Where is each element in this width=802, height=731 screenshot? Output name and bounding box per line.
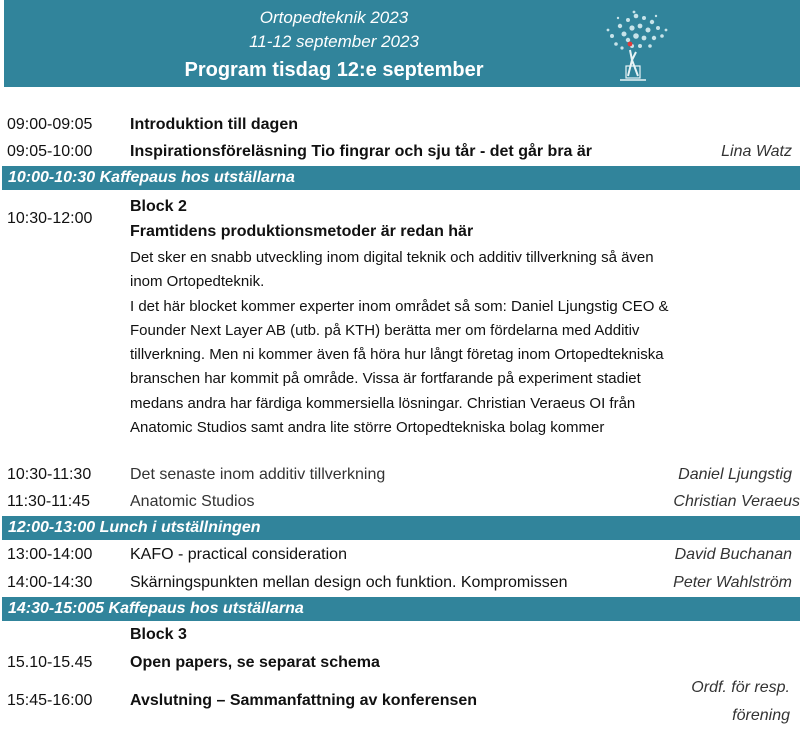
row-title: Anatomic Studios bbox=[130, 493, 255, 510]
block-label: Block 2 bbox=[130, 198, 187, 215]
row-title: Inspirationsföreläsning Tio fingrar och sju tår - det går bra är bbox=[130, 143, 593, 160]
row-speaker: förening bbox=[732, 707, 790, 724]
row-speaker: David Buchanan bbox=[674, 546, 792, 563]
row-time: 15:45-16:00 bbox=[7, 692, 93, 709]
description-paragraph: I det här blocket kommer experter inom området så som: Daniel Ljungstig CEO & Founder Next Layer AB (utb. på KTH) berätta mer om fördelarna med Additiv tillverkning. Men ni kommer även få höra hur långt företag inom Ortopedtekniska branschen har kommit på område. Vissa är fortfarande på experiment stadiet medans andra har färdiga kommersiella lösningar. Christian Veraeus OI från Anatomic Studios samt andra lite större Ortopedtekniska bolag kommer bbox=[130, 297, 669, 437]
row-title: Introduktion till dagen bbox=[130, 116, 298, 133]
row-time: 09:00-09:05 bbox=[7, 116, 93, 133]
row-speaker: Christian Veraeus bbox=[673, 493, 800, 510]
row-speaker: Peter Wahlström bbox=[673, 574, 792, 591]
block-description bbox=[130, 246, 670, 440]
row-title: Open papers, se separat schema bbox=[130, 654, 380, 671]
break-band: 10:00-10:30 Kaffepaus hos utställarna bbox=[2, 166, 800, 190]
conference-name: Ortopedteknik 2023 bbox=[259, 8, 409, 27]
row-time: 10:30-11:30 bbox=[7, 466, 92, 483]
row-time: 11:30-11:45 bbox=[7, 493, 91, 510]
row-title: KAFO - practical consideration bbox=[130, 546, 347, 563]
row-speaker: Ordf. för resp. bbox=[691, 679, 790, 696]
row-speaker: Daniel Ljungstig bbox=[678, 466, 792, 483]
row-speaker: Lina Watz bbox=[721, 143, 792, 160]
row-time: 09:05-10:00 bbox=[7, 143, 93, 160]
row-title: Avslutning – Sammanfattning av konferensen bbox=[130, 692, 478, 709]
block-title: Framtidens produktionsmetoder är redan här bbox=[130, 223, 474, 240]
block-time: 10:30-12:00 bbox=[7, 210, 93, 227]
row-time: 13:00-14:00 bbox=[7, 546, 93, 563]
conference-dates: 11-12 september 2023 bbox=[249, 32, 419, 51]
block-label: Block 3 bbox=[130, 626, 187, 643]
row-time: 15.10-15.45 bbox=[7, 654, 93, 671]
program-header bbox=[4, 0, 800, 87]
tree-logo-icon bbox=[592, 6, 672, 84]
break-band: 12:00-13:00 Lunch i utställningen bbox=[2, 516, 800, 540]
row-title: Skärningspunkten mellan design och funktion. Kompromissen bbox=[130, 574, 568, 591]
description-paragraph: Det sker en snabb utveckling inom digital teknik och additiv tillverkning så även inom Ortopedteknik. bbox=[130, 249, 654, 291]
row-time: 14:00-14:30 bbox=[7, 574, 93, 591]
row-title: Det senaste inom additiv tillverkning bbox=[130, 466, 386, 483]
program-title: Program tisdag 12:e september bbox=[184, 59, 484, 81]
break-band: 14:30-15:005 Kaffepaus hos utställarna bbox=[2, 597, 800, 621]
